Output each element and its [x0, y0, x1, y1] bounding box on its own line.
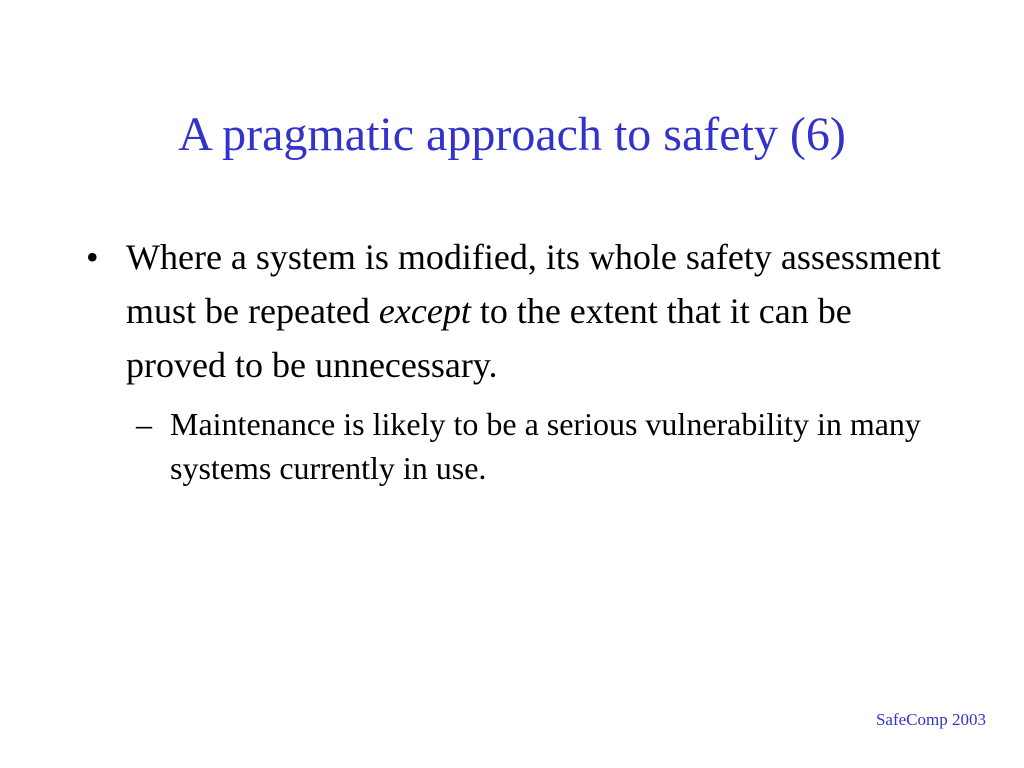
slide-title: A pragmatic approach to safety (6) — [178, 108, 846, 161]
bullet-text-after: to the extent that it can be proved to be unnecessary. — [126, 291, 852, 385]
bullet-text-before: Where a system is modified, its whole safety assessment must be repeated — [126, 237, 941, 331]
bullet-item — [86, 230, 946, 392]
sub-bullet-text: Maintenance is likely to be a serious vulnerability in many systems currently in use. — [170, 406, 921, 486]
bullet-list — [86, 230, 946, 490]
bullet-emphasis: except — [378, 291, 471, 331]
bullet-marker: • — [86, 237, 99, 277]
footer-label: SafeComp 2003 — [875, 710, 986, 729]
sub-bullet-item — [136, 402, 930, 490]
sub-bullet-marker: – — [136, 406, 152, 442]
